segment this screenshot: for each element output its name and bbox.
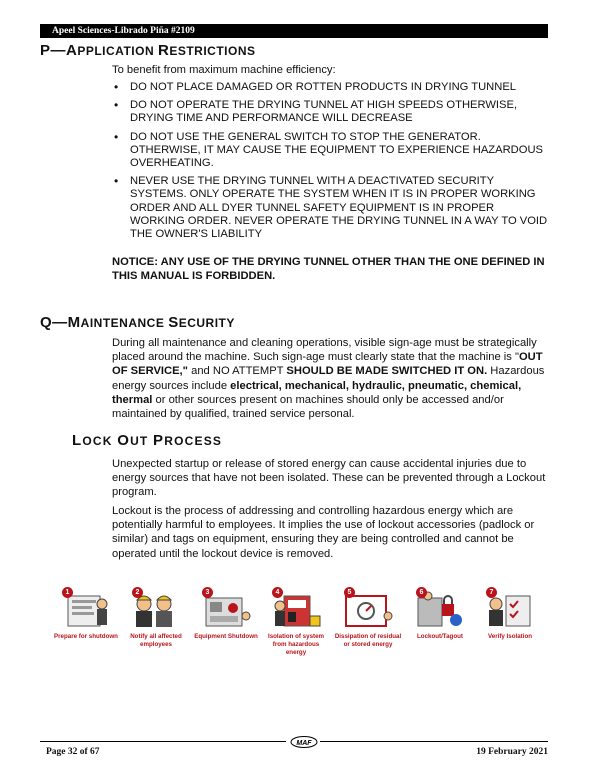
maf-logo — [290, 735, 318, 747]
step-number: 1 — [62, 587, 73, 598]
step-label: Notify all affected employees — [130, 633, 182, 648]
step-label: Prepare for shutdown — [54, 633, 118, 640]
step-lockout-tagout — [406, 590, 474, 641]
section-p-intro: To benefit from maximum machine efficiency: — [112, 64, 336, 76]
lockout-tagout-illustration — [414, 590, 466, 630]
dissipation-illustration — [342, 590, 394, 630]
document-date: 19 February 2021 — [476, 747, 548, 757]
footer-divider-right — [320, 741, 548, 742]
prepare-shutdown-illustration — [60, 590, 112, 630]
list-item: • DO NOT USE THE GENERAL SWITCH TO STOP THE GENERATOR. OTHERWISE, IT MAY CAUSE THE EQUIPMENT TO EXPERIENCE HAZARDOUS OVERHEATING. — [112, 131, 548, 171]
step-number: 3 — [202, 587, 213, 598]
header-bar — [40, 24, 548, 38]
section-p-title: P—APPLICATION RESTRICTIONS — [40, 42, 256, 59]
lockout-steps — [50, 590, 550, 660]
footer-divider-left — [40, 741, 286, 742]
document-title: Apeel Sciences-Librado Piña #2109 — [52, 26, 195, 36]
list-item: • DO NOT OPERATE THE DRYING TUNNEL AT HIGH SPEEDS OTHERWISE, DRYING TIME AND PERFORMANCE WILL DECREASE — [112, 99, 548, 125]
isolation-illustration — [270, 590, 322, 630]
step-verify-isolation — [476, 590, 544, 641]
restrictions-list — [112, 81, 548, 246]
page-number: Page 32 of 67 — [46, 747, 100, 757]
step-label: Lockout/Tagout — [417, 633, 463, 640]
step-label: Isolation of system from hazardous energy — [267, 633, 325, 656]
step-prepare-shutdown — [52, 590, 120, 641]
step-dissipation — [334, 590, 402, 649]
notice-text: NOTICE: ANY USE OF THE DRYING TUNNEL OTHER THAN THE ONE DEFINED IN THIS MANUAL IS FORBIDDEN. — [112, 256, 545, 283]
step-label: Verify Isolation — [487, 633, 532, 640]
list-item: • DO NOT PLACE DAMAGED OR ROTTEN PRODUCTS IN DRYING TUNNEL — [112, 81, 548, 94]
step-notify-employees — [122, 590, 190, 649]
step-number: 4 — [272, 587, 283, 598]
verify-isolation-illustration — [484, 590, 536, 630]
step-label: Equipment Shutdown — [194, 633, 258, 640]
step-label: Dissipation of residual or stored energy — [334, 633, 402, 648]
step-number: 2 — [132, 587, 143, 598]
maintenance-paragraph: During all maintenance and cleaning operations, visible sign-age must be strategically placed around the machine. Such sign-age must clearly state that the machine is "OUT OF SERVICE," and NO ATTEMPT SHOULD BE MADE SWITCHED IT ON. Hazardous energy sources include electrical, mechanical, hydraulic, pneumatic, chemical, thermal or other sources present on machines should only be accessed and/or maintained by qualified, trained service personal. — [112, 337, 545, 421]
logo-text: MAF — [296, 740, 312, 747]
notify-employees-illustration — [130, 590, 182, 630]
lockout-process-title: LOCK OUT PROCESS — [72, 432, 223, 449]
step-number: 7 — [486, 587, 497, 598]
section-q-title: Q—MAINTENANCE SECURITY — [40, 314, 235, 331]
equipment-shutdown-illustration — [200, 590, 252, 630]
step-isolation — [262, 590, 330, 657]
step-number: 6 — [416, 587, 427, 598]
lockout-paragraph-1: Unexpected startup or release of stored energy can cause accidental injuries due to energy sources that have not been isolated. These can be prevented through a Lockout program. — [112, 458, 546, 499]
list-item: • NEVER USE THE DRYING TUNNEL WITH A DEACTIVATED SECURITY SYSTEMS. ONLY OPERATE THE SYSTEM WHEN IT IS IN PROPER WORKING ORDER AND ALL DYER TUNNEL SAFETY EQUIPMENT IS IN PROPER WORKING ORDER. NEVER OPERATE THE DRYING TUNNEL IN A WAY TO VOID THE OWNER'S LIABILITY — [112, 175, 548, 241]
lockout-paragraph-2: Lockout is the process of addressing and controlling hazardous energy which are potentially harmful to employees. It implies the use of lockout accessories (padlock or similar) and tags on equipment, ensuring they are being controlled and cannot be operated until the lockout device is removed. — [112, 505, 535, 560]
step-equipment-shutdown — [192, 590, 260, 641]
step-number: 5 — [344, 587, 355, 598]
